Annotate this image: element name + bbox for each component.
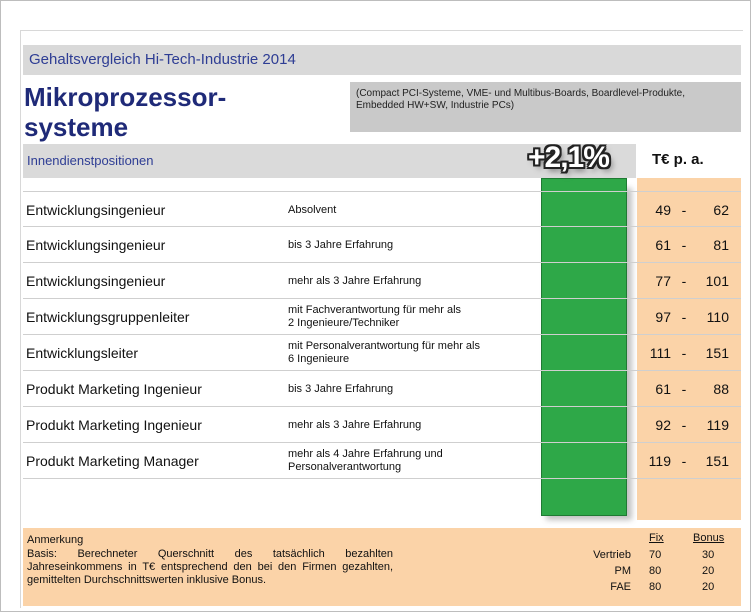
heading-line-1: Mikroprozessor- xyxy=(24,82,227,112)
experience-text: mehr als 4 Jahre Erfahrung und Personalverantwortung xyxy=(288,448,443,473)
split-bonus: 20 xyxy=(702,565,715,577)
experience-text: mit Personalverantwortung für mehr als 6 Ingenieure xyxy=(288,340,480,365)
salary-range xyxy=(639,299,741,335)
position-name: Produkt Marketing Ingenieur xyxy=(26,381,202,397)
salary-low: 61 xyxy=(655,381,671,397)
experience-text: Absolvent xyxy=(288,203,337,216)
table-row xyxy=(23,443,741,479)
range-dash: - xyxy=(681,273,687,289)
salary-low: 111 xyxy=(649,345,671,361)
salary-high: 110 xyxy=(706,309,729,325)
salary-table xyxy=(23,191,741,479)
table-row xyxy=(23,407,741,443)
position-name: Entwicklungsgruppenleiter xyxy=(26,309,190,325)
experience-text: bis 3 Jahre Erfahrung xyxy=(288,382,394,395)
split-fix: 80 xyxy=(649,581,662,593)
salary-low: 92 xyxy=(655,417,671,433)
salary-range xyxy=(639,371,741,407)
range-dash: - xyxy=(681,417,687,433)
change-percent: +2,1% xyxy=(528,141,609,174)
salary-high: 151 xyxy=(705,453,729,469)
range-dash: - xyxy=(681,309,687,325)
salary-low: 119 xyxy=(648,453,671,469)
salary-high: 119 xyxy=(706,417,729,433)
range-dash: - xyxy=(681,202,687,218)
split-label: Vertrieb xyxy=(593,549,631,561)
table-row xyxy=(23,263,741,299)
salary-low: 49 xyxy=(655,202,671,218)
unit-label: T€ p. a. xyxy=(652,151,704,168)
salary-high: 81 xyxy=(713,237,729,253)
salary-high: 101 xyxy=(705,273,729,289)
salary-range xyxy=(639,443,741,479)
split-bonus: 20 xyxy=(702,581,715,593)
range-dash: - xyxy=(681,237,687,253)
note-title: Anmerkung xyxy=(27,534,84,546)
position-name: Entwicklungsingenieur xyxy=(26,273,166,289)
salary-low: 97 xyxy=(655,309,671,325)
section-heading xyxy=(24,82,344,142)
split-row xyxy=(23,549,741,563)
split-row xyxy=(23,565,741,579)
salary-high: 151 xyxy=(705,345,729,361)
split-bonus: 30 xyxy=(702,549,715,561)
position-name: Entwicklungsleiter xyxy=(26,345,139,361)
experience-text: mehr als 3 Jahre Erfahrung xyxy=(288,418,422,431)
salary-range xyxy=(639,335,741,371)
fix-header: Fix xyxy=(649,532,664,544)
position-name: Produkt Marketing Ingenieur xyxy=(26,417,202,433)
description-box xyxy=(350,82,741,132)
table-row xyxy=(23,191,741,227)
heading-line-2: systeme xyxy=(24,112,129,142)
note-box xyxy=(23,528,741,606)
table-row xyxy=(23,371,741,407)
experience-text: mit Fachverantwortung für mehr als 2 Ingenieure/Techniker xyxy=(288,304,462,329)
salary-range xyxy=(639,263,741,299)
position-name: Produkt Marketing Manager xyxy=(26,453,199,469)
note-text: Basis: Berechneter Querschnitt des tatsächlich bezahlten Jahreseinkommens in T€ entsprechend den bei den Firmen gezahlten, gemittelten Durchschnittswerten inklusive Bonus. xyxy=(27,548,393,586)
table-row xyxy=(23,299,741,335)
salary-range xyxy=(639,192,741,228)
split-fix: 70 xyxy=(649,549,662,561)
salary-range xyxy=(639,407,741,443)
split-label: PM xyxy=(614,565,631,577)
position-name: Entwicklungsingenieur xyxy=(26,202,166,218)
title-bar xyxy=(23,45,741,75)
table-row xyxy=(23,335,741,371)
description-text: (Compact PCI-Systeme, VME- und Multibus-Boards, Boardlevel-Produkte, Embedded HW+SW, Industrie PCs) xyxy=(356,88,686,111)
split-row xyxy=(23,581,741,595)
salary-low: 77 xyxy=(655,273,671,289)
range-dash: - xyxy=(681,345,687,361)
table-row xyxy=(23,227,741,263)
salary-high: 62 xyxy=(713,202,729,218)
salary-high: 88 xyxy=(713,381,729,397)
bonus-header: Bonus xyxy=(693,532,725,544)
range-dash: - xyxy=(681,453,687,469)
split-label: FAE xyxy=(610,581,631,593)
position-name: Entwicklungsingenieur xyxy=(26,237,166,253)
range-dash: - xyxy=(681,381,687,397)
subtitle: Innendienstpositionen xyxy=(27,153,154,168)
split-fix: 80 xyxy=(649,565,662,577)
document-title: Gehaltsvergleich Hi-Tech-Industrie 2014 xyxy=(29,51,296,68)
experience-text: mehr als 3 Jahre Erfahrung xyxy=(288,274,422,287)
experience-text: bis 3 Jahre Erfahrung xyxy=(288,238,394,251)
salary-low: 61 xyxy=(655,237,671,253)
salary-range xyxy=(639,227,741,263)
